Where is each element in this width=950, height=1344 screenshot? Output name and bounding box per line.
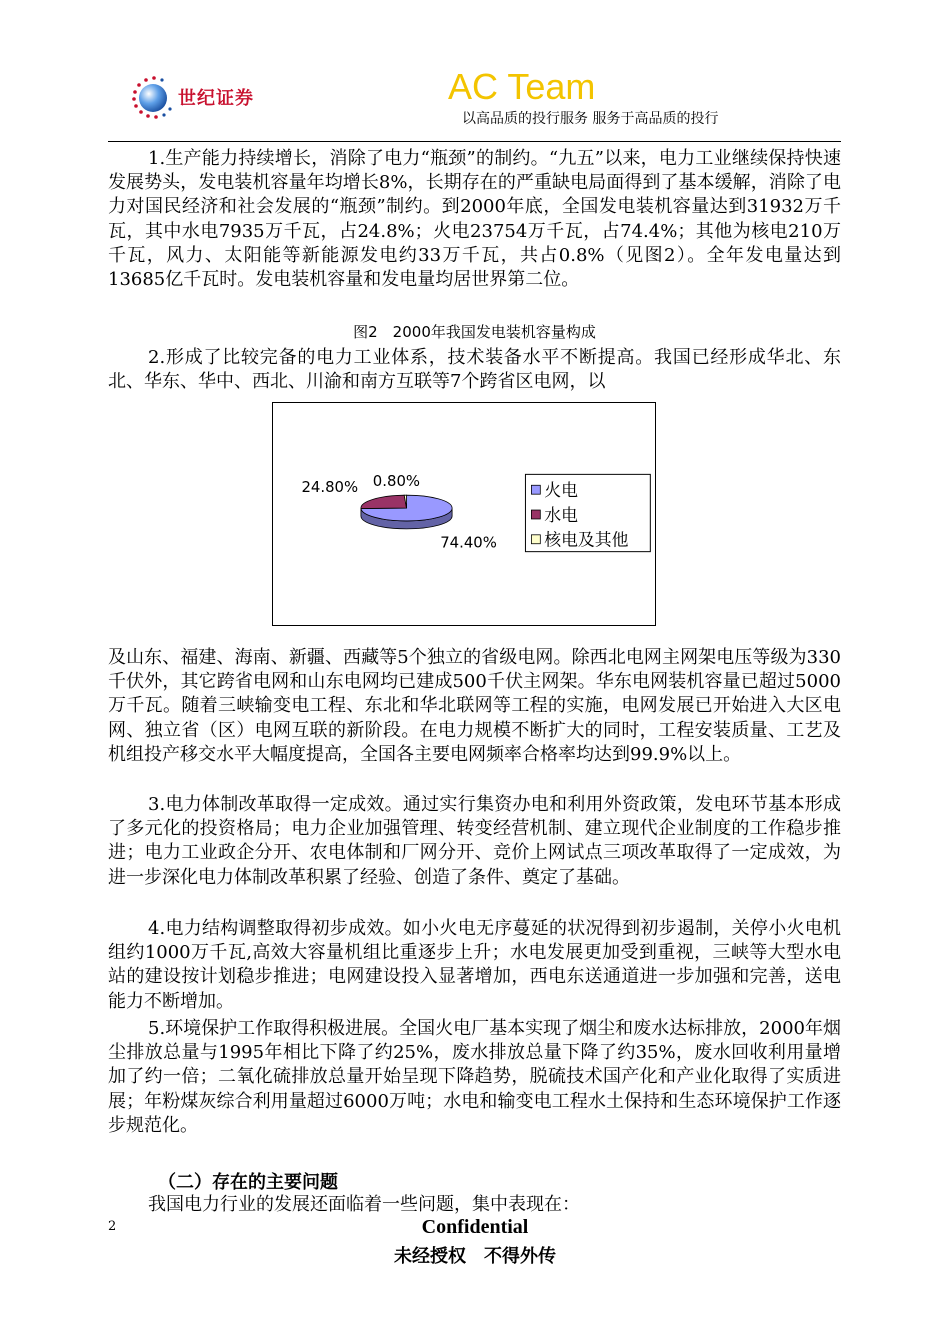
company-logo-text: 世纪证券	[178, 88, 254, 109]
distribution-notice: 未经授权 不得外传	[394, 1246, 556, 1267]
paragraph-3: 3.电力体制改革取得一定成效。通过实行集资办电和利用外资政策，发电环节基本形成了多元化的投资格局；电力企业加强管理、转变经营机制、建立现代企业制度的工作稳步推进；电力工业政企分开、农电体制和厂网分开、竞价上网试点三项改革取得了一定成效，为进一步深化电力体制改革积累了经验、创造了条件、奠定了基础。	[108, 794, 841, 888]
legend-swatch	[531, 510, 540, 519]
paragraph-5: 5.环境保护工作取得积极进展。全国火电厂基本实现了烟尘和废水达标排放，2000年烟尘排放总量与1995年相比下降了约25%，废水排放总量下降了约35%，废水回收利用量增加了约一倍；二氧化硫排放总量开始呈现下降趋势，脱硫技术国产化和产业化取得了实质进展；年粉煤灰综合利用量超过6000万吨；水电和输变电工程水土保持和生态环境保护工作逐步规范化。	[108, 1018, 841, 1136]
page-number: 2	[108, 1219, 117, 1234]
legend-label: 核电及其他	[544, 529, 629, 550]
slice-hydro	[361, 495, 407, 508]
section-heading: （二）存在的主要问题	[158, 1172, 338, 1193]
paragraph-6: 我国电力行业的发展还面临着一些问题，集中表现在：	[148, 1194, 580, 1215]
figure-caption: 图2 2000年我国发电装机容量构成	[353, 323, 596, 341]
paragraph-2-start: 2.形成了比较完备的电力工业体系，技术装备水平不断提高。我国已经形成华北、东北、华东、华中、西北、川渝和南方互联等7个跨省区电网，以	[108, 347, 841, 393]
data-label-hydro: 24.80%	[301, 478, 359, 497]
confidential-notice: Confidential	[421, 1216, 529, 1238]
legend-item-nuclear-other	[531, 530, 628, 550]
legend-label: 水电	[544, 504, 578, 525]
legend-label: 火电	[544, 480, 578, 501]
legend-swatch	[531, 485, 540, 494]
header-slogan: 以高品质的投行服务 服务于高品质的投行	[462, 111, 719, 127]
paragraph-2-continued: 及山东、福建、海南、新疆、西藏等5个独立的省级电网。除西北电网主网架电压等级为330千伏外，其它跨省电网和山东电网均已建成500千伏主网架。华东电网装机容量已超过5000万千瓦。随着三峡输变电工程、东北和华北联网等工程的实施，电网发展已开始进入大区电网、独立省（区）电网互联的新阶段。在电力规模不断扩大的同时，工程安装质量、工艺及机组投产移交水平大幅度提高，全国各主要电网频率合格率均达到99.9%以上。	[108, 647, 841, 765]
paragraph-4: 4.电力结构调整取得初步成效。如小火电无序蔓延的状况得到初步遏制，关停小火电机组约1000万千瓦,高效大容量机组比重逐步上升；水电发展更加受到重视，三峡等大型水电站的建设按计划稳步推进；电网建设投入显著增加，西电东送通道进一步加强和完善，送电能力不断增加。	[108, 918, 841, 1012]
company-logo-icon	[127, 72, 177, 122]
pie-plot-area	[361, 495, 452, 529]
legend-swatch	[531, 535, 540, 544]
data-label-thermal: 74.40%	[440, 533, 497, 552]
paragraph-1: 1.生产能力持续增长，消除了电力“瓶颈”的制约。“九五”以来，电力工业继续保持快速发展势头，发电装机容量年均增长8%，长期存在的严重缺电局面得到了基本缓解，消除了电力对国民经济和社会发展的“瓶颈”制约。到2000年底，全国发电装机容量达到31932万千瓦，其中水电7935万千瓦，占24.8%；火电23754万千瓦，占74.4%；其他为核电210万千瓦，风力、太阳能等新能源发电约33万千瓦，共占0.8%（见图2）。全年发电量达到13685亿千瓦时。发电装机容量和发电量均居世界第二位。	[108, 148, 841, 291]
brand-title: AC Team	[448, 66, 596, 107]
data-label-nuclear-other: 0.80%	[372, 472, 421, 491]
header-divider	[108, 141, 841, 142]
pie-chart	[272, 402, 656, 626]
